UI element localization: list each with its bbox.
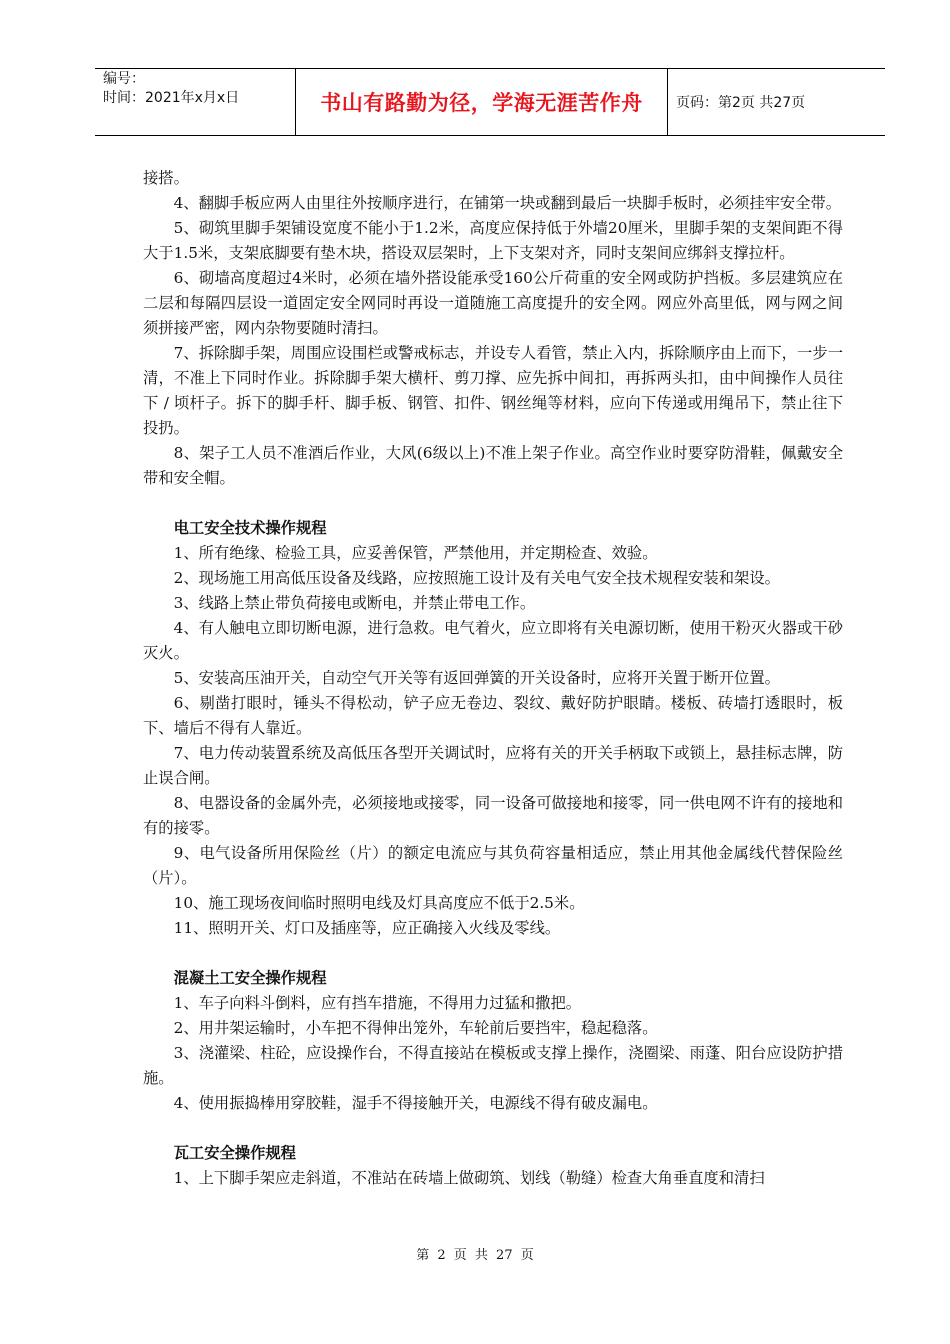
list-item: 4、使用振捣棒用穿胶鞋，湿手不得接触开关，电源线不得有破皮漏电。 — [173, 1094, 658, 1112]
list-item: 2、用井架运输时，小车把不得伸出笼外，车轮前后要挡牢，稳起稳落。 — [173, 1019, 658, 1037]
paragraph: 接搭。 — [143, 169, 189, 187]
list-item: 9、电气设备所用保险丝（片）的额定电流应与其负荷容量相适应，禁止用其他金属线代替保险丝（片）。 — [143, 844, 843, 887]
paragraph: 6、砌墙高度超过4米时，必须在墙外搭设能承受160公斤荷重的安全网或防护挡板。多层建筑应在二层和每隔四层设一道固定安全网同时再设一道随施工高度提升的安全网。网应外高里低，网与网之间须拼接严密，网内杂物要随时清扫。 — [143, 269, 843, 337]
header-motto: 书山有路勤为径，学海无涯苦作舟 — [295, 69, 668, 135]
document-body — [143, 166, 843, 1191]
section-title-electrician: 电工安全技术操作规程 — [173, 519, 327, 537]
page-footer: 第 2 页 共 27 页 — [416, 1248, 534, 1263]
list-item: 1、车子向料斗倒料，应有挡车措施，不得用力过猛和撒把。 — [173, 994, 582, 1012]
paragraph: 5、砌筑里脚手架铺设宽度不能小于1.2米，高度应保持低于外墙20厘米，里脚手架的支架间距不得大于1.5米，支架底脚要有垫木块，搭设双层架时，上下支架对齐，同时支架间应绑斜支撑拉杆。 — [143, 219, 843, 262]
list-item: 4、有人触电立即切断电源，进行急救。电气着火，应立即将有关电源切断，使用干粉灭火器或干砂灭火。 — [143, 619, 843, 662]
document-number-label: 编号： — [103, 71, 145, 87]
list-item: 7、电力传动装置系统及高低压各型开关调试时，应将有关的开关手柄取下或锁上，悬挂标志牌，防止误合闸。 — [143, 744, 843, 787]
paragraph: 7、拆除脚手架，周围应设围栏或警戒标志，并设专人看管，禁止入内，拆除顺序由上而下，一步一清，不准上下同时作业。拆除脚手架大横杆、剪刀撑、应先拆中间扣，再拆两头扣，由中间操作人员往下 / 顷杆子。拆下的脚手杆、脚手板、钢管、扣件、钢丝绳等材料，应向下传递或用绳吊下，禁止往下投扔。 — [143, 344, 843, 437]
paragraph: 4、翻脚手板应两人由里往外按顺序进行，在铺第一块或翻到最后一块脚手板时，必须挂牢安全带。 — [173, 194, 842, 212]
header-page-info: 页码：第2页 共27页 — [676, 95, 806, 111]
paragraph: 8、架子工人员不准酒后作业，大风(6级以上)不准上架子作业。高空作业时要穿防滑鞋，佩戴安全带和安全帽。 — [143, 444, 843, 487]
list-item: 10、施工现场夜间临时照明电线及灯具高度应不低于2.5米。 — [173, 894, 585, 912]
page-header — [95, 68, 885, 136]
list-item: 1、上下脚手架应走斜道，不准站在砖墙上做砌筑、划线（勒缝）检查大角垂直度和清扫 — [173, 1169, 765, 1187]
list-item: 2、现场施工用高低压设备及线路，应按照施工设计及有关电气安全技术规程安装和架设。 — [173, 569, 780, 587]
section-title-concrete: 混凝土工安全操作规程 — [173, 969, 327, 987]
list-item: 8、电器设备的金属外壳，必须接地或接零，同一设备可做接地和接零，同一供电网不许有的接地和有的接零。 — [143, 794, 843, 837]
list-item: 3、线路上禁止带负荷接电或断电，并禁止带电工作。 — [173, 594, 536, 612]
header-left-cell — [95, 69, 295, 135]
list-item: 5、安装高压油开关，自动空气开关等有返回弹簧的开关设备时，应将开关置于断开位置。 — [173, 669, 780, 687]
list-item: 6、剔凿打眼时，锤头不得松动，铲子应无卷边、裂纹、戴好防护眼睛。楼板、砖墙打透眼时，板下、墙后不得有人靠近。 — [143, 694, 843, 737]
section-title-bricklayer: 瓦工安全操作规程 — [173, 1144, 296, 1162]
document-time-label: 时间：2021年x月x日 — [103, 90, 240, 106]
list-item: 11、照明开关、灯口及插座等，应正确接入火线及零线。 — [173, 919, 561, 937]
list-item: 1、所有绝缘、检验工具，应妥善保管，严禁他用，并定期检查、效验。 — [173, 544, 658, 562]
list-item: 3、浇灌梁、柱砼，应设操作台，不得直接站在模板或支撑上操作，浇圈梁、雨蓬、阳台应设防护措施。 — [143, 1044, 843, 1087]
